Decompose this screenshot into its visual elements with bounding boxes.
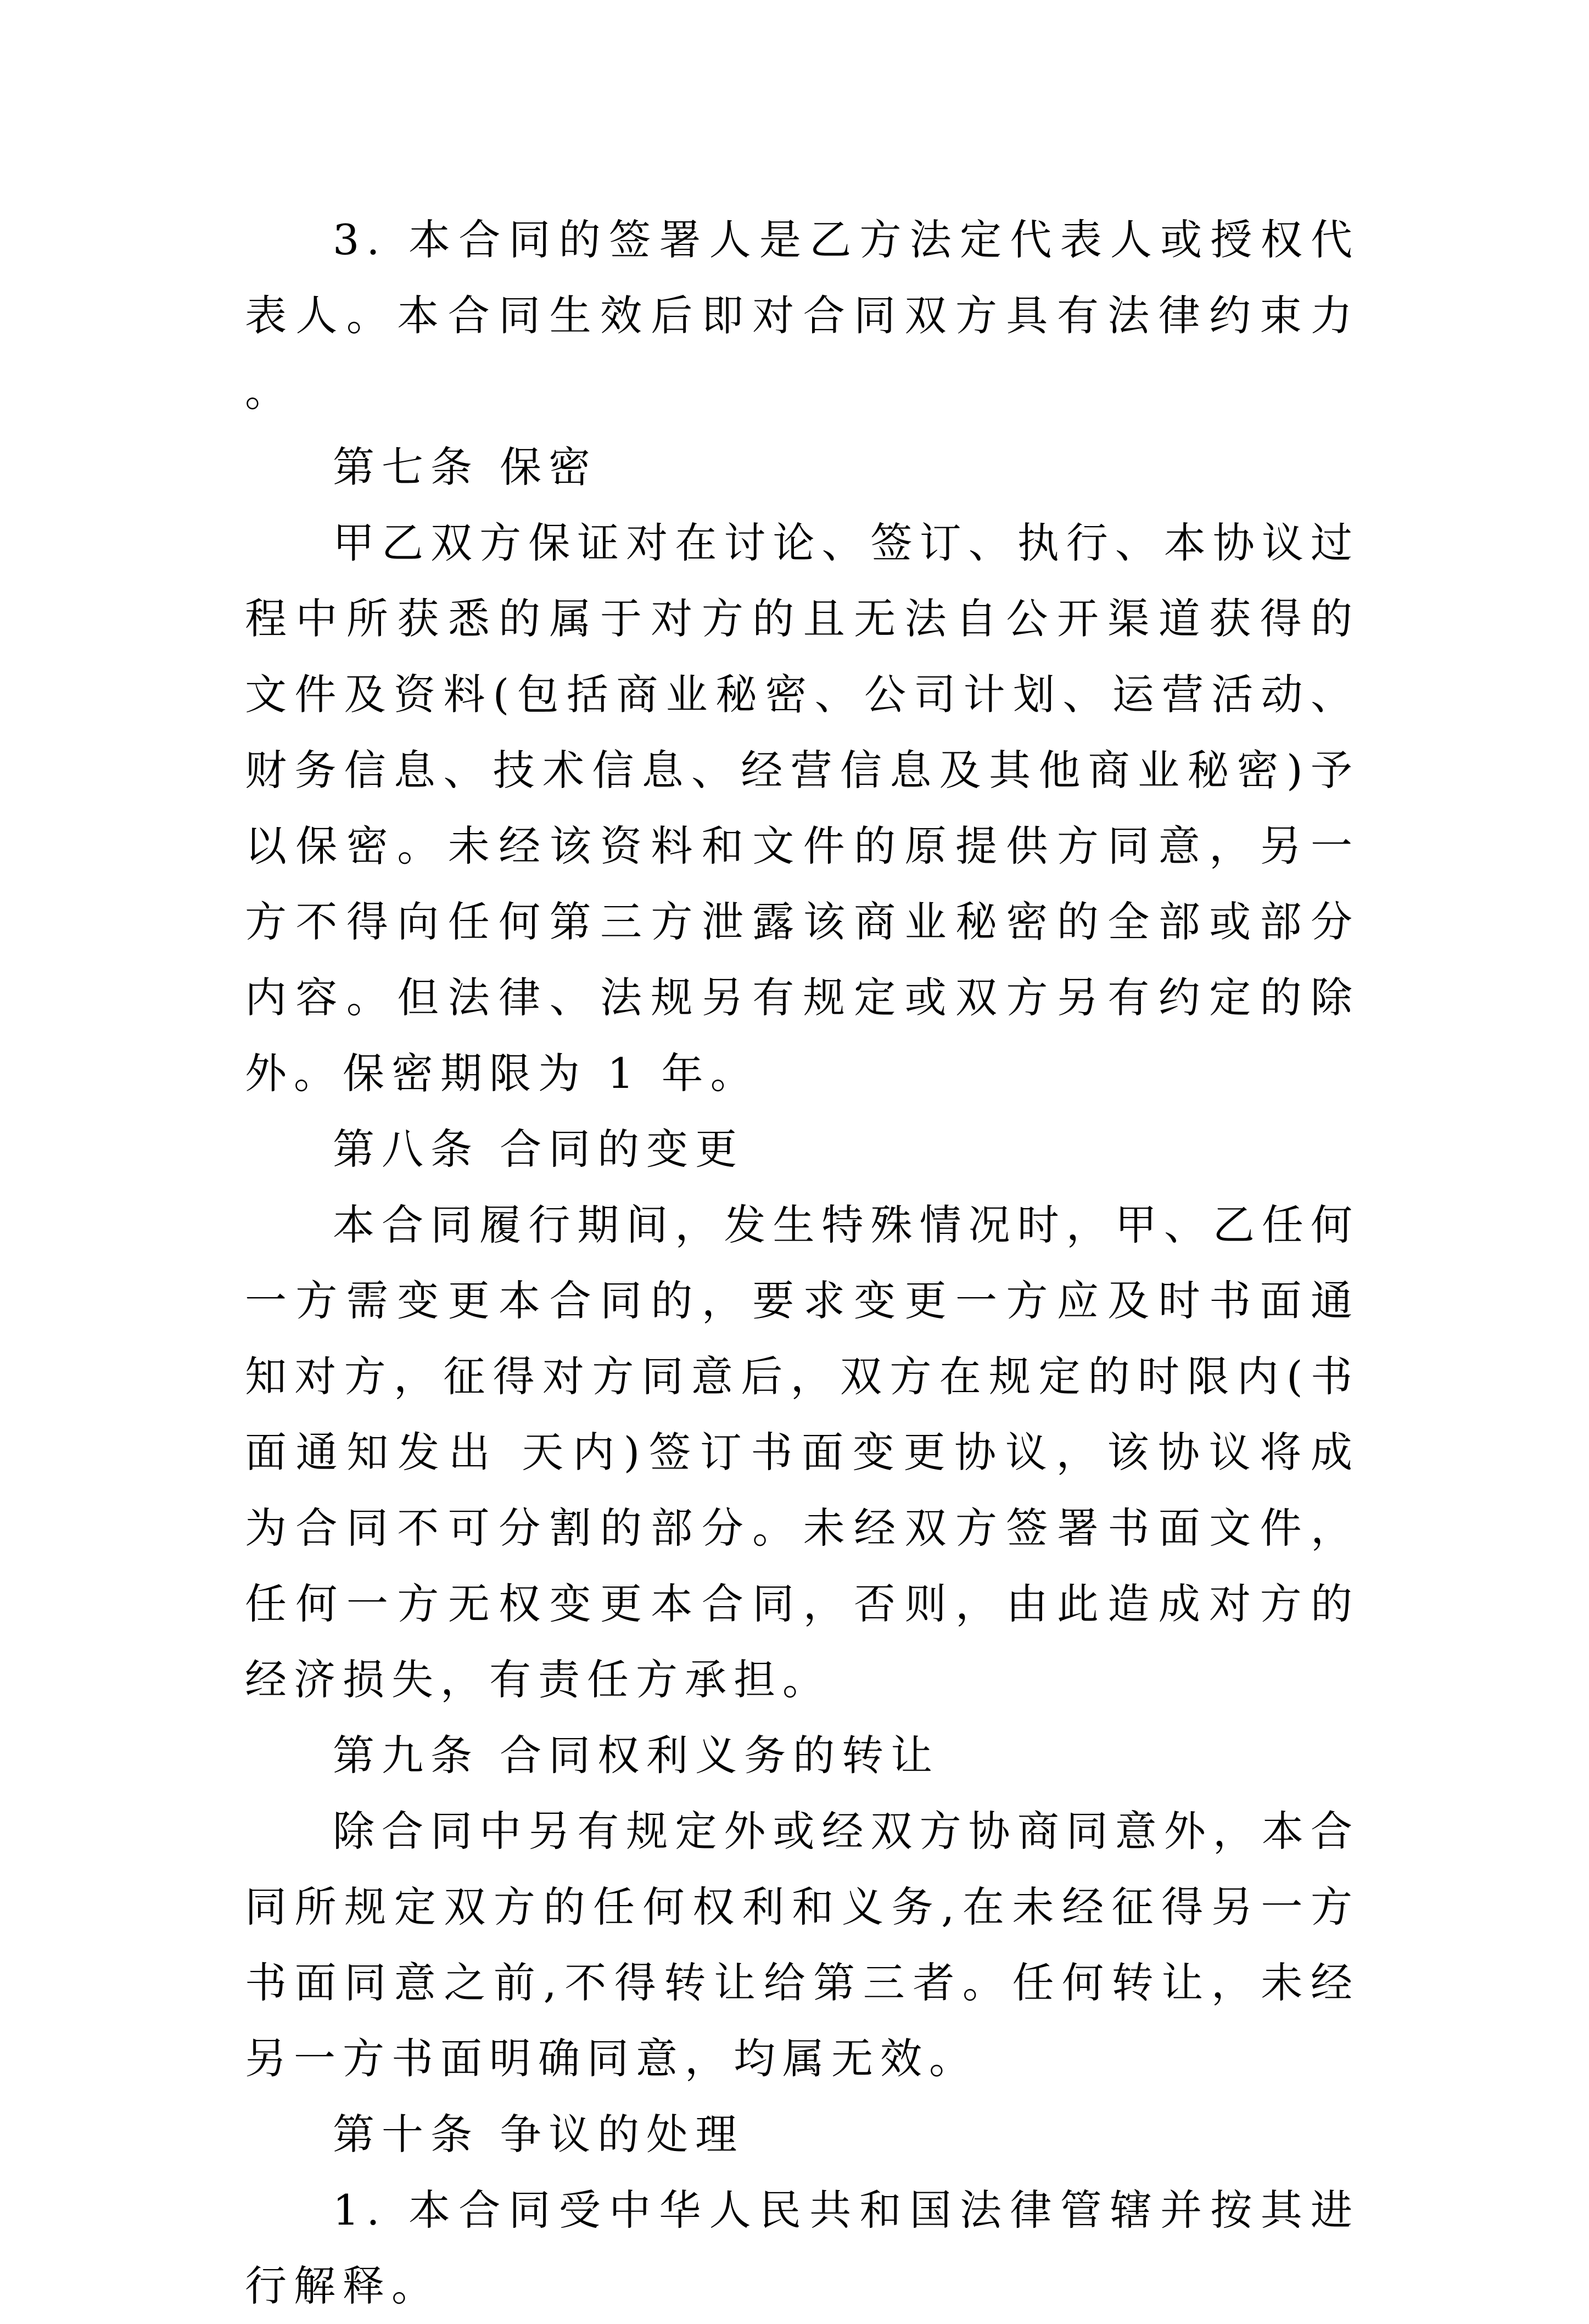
article-10-heading: 第十条 争议的处理 — [333, 2110, 745, 2159]
clause-6-item-3: 3. 本合同的签署人是乙方法定代表人或授权代表人。本合同生效后即对合同双方具有法律约束力。 — [245, 215, 1359, 416]
document-body — [245, 202, 1359, 2324]
article-9-heading: 第九条 合同权利义务的转让 — [333, 1731, 940, 1780]
article-7-heading: 第七条 保密 — [333, 443, 598, 491]
article-7-body: 甲乙双方保证对在讨论、签订、执行、本协议过程中所获悉的属于对方的且无法自公开渠道获得的文件及资料(包括商业秘密、公司计划、运营活动、财务信息、技术信息、经营信息及其他商业秘密)予以保密。未经该资料和文件的原提供方同意，另一方不得向任何第三方泄露该商业秘密的全部或部分内容。但法律、法规另有规定或双方另有约定的除外。保密期限为 1 年。 — [245, 518, 1359, 1098]
article-9-body: 除合同中另有规定外或经双方协商同意外，本合同所规定双方的任何权利和义务,在未经征得另一方书面同意之前,不得转让给第三者。任何转让，未经另一方书面明确同意，均属无效。 — [245, 1807, 1359, 2083]
article-8-body: 本合同履行期间，发生特殊情况时，甲、乙任何一方需变更本合同的，要求变更一方应及时书面通知对方，征得对方同意后，双方在规定的时限内(书面通知发出 天内)签订书面变更协议，该协议将成为合同不可分割的部分。未经双方签署书面文件，任何一方无权变更本合同，否则，由此造成对方的经济损失，有责任方承担。 — [245, 1200, 1359, 1704]
article-8-heading: 第八条 合同的变更 — [333, 1125, 745, 1174]
article-10-item-1: 1. 本合同受中华人民共和国法律管辖并按其进行解释。 — [245, 2186, 1359, 2310]
